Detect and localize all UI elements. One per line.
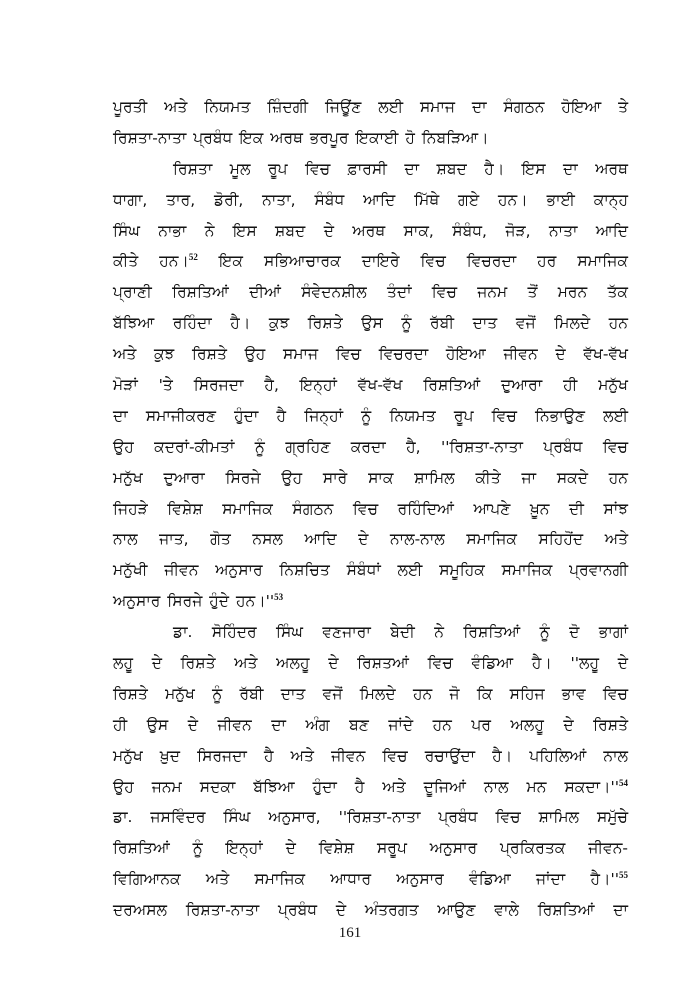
text-line [113, 246, 628, 277]
line-text: ਬੱਝਿਆ ਰਹਿੰਦਾ ਹੈ। ਕੁਝ ਰਿਸ਼ਤੇ ਉਸ ਨੂੰ ਰੱਬੀ ਦਾਤ ਵਜੋਂ ਮਿਲਦੇ ਹਨ [113, 314, 628, 333]
line-text: ਹੀ ਉਸ ਦੇ ਜੀਵਨ ਦਾ ਅੰਗ ਬਣ ਜਾਂਦੇ ਹਨ ਪਰ ਅਲਹੂ ਦੇ ਰਿਸ਼ਤੇ [113, 715, 628, 734]
footnote-reference: 53 [274, 592, 284, 603]
line-text: ਮਨੁੱਖ ਦੁਆਰਾ ਸਿਰਜੇ ਉਹ ਸਾਰੇ ਸਾਕ ਸ਼ਾਮਿਲ ਕੀਤੇ ਜਾ ਸਕਦੇ ਹਨ [113, 468, 628, 487]
text-line [113, 524, 628, 555]
text-line [113, 339, 628, 370]
footnote-reference: 55 [619, 870, 628, 881]
text-line [113, 741, 628, 772]
text-line [113, 833, 628, 864]
line-text: ਮੋੜਾਂ 'ਤੇ ਸਿਰਜਦਾ ਹੈ, ਇਨ੍ਹਾਂ ਵੱਖ-ਵੱਖ ਰਿਸ਼ਤਿਆਂ ਦੁਆਰਾ ਹੀ ਮਨੁੱਖ [113, 376, 628, 395]
text-line [113, 154, 628, 185]
text-line [113, 617, 628, 648]
line-text: ਡਾ. ਸੋਹਿੰਦਰ ਸਿੰਘ ਵਣਜਾਰਾ ਬੇਦੀ ਨੇ ਰਿਸ਼ਤਿਆਂ ਨੂੰ ਦੋ ਭਾਗਾਂ [173, 623, 628, 642]
text-line [113, 185, 628, 216]
footnote-reference: 52 [188, 252, 198, 263]
line-text: ਰਿਸ਼ਤਾ-ਨਾਤਾ ਪ੍ਰਬੰਧ ਇਕ ਅਰਥ ਭਰਪੂਰ ਇਕਾਈ ਹੋ ਨਿਬੜਿਆ। [113, 128, 489, 147]
text-line [113, 772, 628, 803]
text-line [113, 802, 628, 833]
line-text: ਡਾ. ਜਸਵਿੰਦਰ ਸਿੰਘ ਅਨੁਸਾਰ, ''ਰਿਸ਼ਤਾ-ਨਾਤਾ ਪ੍ਰਬੰਧ ਵਿਚ ਸ਼ਾਮਿਲ ਸਮੁੱਚੇ [113, 808, 628, 827]
text-line [113, 370, 628, 401]
text-line [113, 216, 628, 247]
text-line [113, 401, 628, 432]
body-text [113, 92, 628, 926]
line-text: ਉਹ ਜਨਮ ਸਦਕਾ ਬੱਝਿਆ ਹੁੰਦਾ ਹੈ ਅਤੇ ਦੂਜਿਆਂ ਨਾਲ ਮਨ ਸਕਦਾ।'' [113, 777, 619, 796]
page-number: 161 [338, 925, 362, 941]
line-text: ਦਾ ਸਮਾਜੀਕਰਣ ਹੁੰਦਾ ਹੈ ਜਿਨ੍ਹਾਂ ਨੂੰ ਨਿਯਮਤ ਰੂਪ ਵਿਚ ਨਿਭਾਉਣ ਲਈ [113, 406, 628, 425]
text-line [113, 679, 628, 710]
line-text: ਲਹੂ ਦੇ ਰਿਸ਼ਤੇ ਅਤੇ ਅਲਹੂ ਦੇ ਰਿਸ਼ਤਆਂ ਵਿਚ ਵੰਡਿਆ ਹੈ। ''ਲਹੂ ਦੇ [113, 654, 628, 673]
line-text: ਮਨੁੱਖ ਖ਼ੁਦ ਸਿਰਜਦਾ ਹੈ ਅਤੇ ਜੀਵਨ ਵਿਚ ਰਚਾਉਂਦਾ ਹੈ। ਪਹਿਲਿਆਂ ਨਾਲ [113, 746, 628, 765]
line-text: ਉਹ ਕਦਰਾਂ-ਕੀਮਤਾਂ ਨੂੰ ਗ੍ਰਹਿਣ ਕਰਦਾ ਹੈ, ''ਰਿਸ਼ਤਾ-ਨਾਤਾ ਪ੍ਰਬੰਧ ਵਿਚ [113, 437, 628, 456]
line-text: ਜਿਹੜੇ ਵਿਸ਼ੇਸ਼ ਸਮਾਜਿਕ ਸੰਗਠਨ ਵਿਚ ਰਹਿੰਦਿਆਂ ਆਪਣੇ ਖ਼ੂਨ ਦੀ ਸਾਂਝ [113, 499, 628, 518]
line-text: ਅਤੇ ਕੁਝ ਰਿਸ਼ਤੇ ਉਹ ਸਮਾਜ ਵਿਚ ਵਿਚਰਦਾ ਹੋਇਆ ਜੀਵਨ ਦੇ ਵੱਖ-ਵੱਖ [113, 345, 628, 364]
text-line [113, 432, 628, 463]
line-text: ਧਾਗਾ, ਤਾਰ, ਡੋਰੀ, ਨਾਤਾ, ਸੰਬੰਧ ਆਦਿ ਮਿੱਥੇ ਗਏ ਹਨ। ਭਾਈ ਕਾਨ੍ਹ [113, 190, 628, 209]
text-line [113, 586, 628, 617]
text-line [113, 308, 628, 339]
text-line [113, 895, 628, 926]
line-text: ਵਿਗਿਆਨਕ ਅਤੇ ਸਮਾਜਿਕ ਆਧਾਰ ਅਨੁਸਾਰ ਵੰਡਿਆ ਜਾਂਦਾ ਹੈ।'' [113, 870, 619, 889]
text-line [113, 710, 628, 741]
line-text: ਕੀਤੇ ਹਨ। [113, 252, 189, 271]
line-text: ਨਾਲ ਜਾਤ, ਗੋਤ ਨਸਲ ਆਦਿ ਦੇ ਨਾਲ-ਨਾਲ ਸਮਾਜਿਕ ਸਹਿਹੋਂਦ ਅਤੇ [113, 530, 628, 549]
line-text-continued: ਇਕ ਸਭਿਆਚਾਰਕ ਦਾਇਰੇ ਵਿਚ ਵਿਚਰਦਾ ਹਰ ਸਮਾਜਿਕ [197, 252, 628, 271]
text-line [113, 92, 628, 123]
text-line [113, 494, 628, 525]
line-text: ਪੂਰਤੀ ਅਤੇ ਨਿਯਮਤ ਜ਼ਿੰਦਗੀ ਜਿਊਂਣ ਲਈ ਸਮਾਜ ਦਾ ਸੰਗਠਨ ਹੋਇਆ ਤੇ [113, 98, 628, 116]
text-line [113, 555, 628, 586]
line-text: ਰਿਸ਼ਤੇ ਮਨੁੱਖ ਨੂੰ ਰੱਬੀ ਦਾਤ ਵਜੋਂ ਮਿਲਦੇ ਹਨ ਜੋ ਕਿ ਸਹਿਜ ਭਾਵ ਵਿਚ [113, 684, 628, 703]
text-line [113, 463, 628, 494]
line-text: ਰਿਸ਼ਤਿਆਂ ਨੂੰ ਇਨ੍ਹਾਂ ਦੇ ਵਿਸ਼ੇਸ਼ ਸਰੂਪ ਅਨੁਸਾਰ ਪ੍ਰਕਿਰਤਕ ਜੀਵਨ- [113, 839, 628, 858]
line-text: ਦਰਅਸਲ ਰਿਸ਼ਤਾ-ਨਾਤਾ ਪ੍ਰਬੰਧ ਦੇ ਅੰਤਰਗਤ ਆਉਣ ਵਾਲੇ ਰਿਸ਼ਤਿਆਂ ਦਾ [113, 901, 628, 920]
footnote-reference: 54 [619, 777, 628, 788]
line-text: ਪ੍ਰਾਣੀ ਰਿਸ਼ਤਿਆਂ ਦੀਆਂ ਸੰਵੇਦਨਸ਼ੀਲ ਤੰਦਾਂ ਵਿਚ ਜਨਮ ਤੋਂ ਮਰਨ ਤੱਕ [113, 283, 628, 302]
line-text: ਰਿਸ਼ਤਾ ਮੂਲ ਰੂਪ ਵਿਚ ਫ਼ਾਰਸੀ ਦਾ ਸ਼ਬਦ ਹੈ। ਇਸ ਦਾ ਅਰਥ [173, 159, 628, 178]
line-text: ਮਨੁੱਖੀ ਜੀਵਨ ਅਨੁਸਾਰ ਨਿਸ਼ਚਿਤ ਸੰਬੰਧਾਂ ਲਈ ਸਮੂਹਿਕ ਸਮਾਜਿਕ ਪ੍ਰਵਾਨਗੀ [113, 561, 628, 580]
text-line [113, 123, 628, 154]
line-text: ਸਿੰਘ ਨਾਭਾ ਨੇ ਇਸ ਸ਼ਬਦ ਦੇ ਅਰਥ ਸਾਕ, ਸੰਬੰਧ, ਜੋੜ, ਨਾਤਾ ਆਦਿ [113, 221, 628, 240]
text-line [113, 864, 628, 895]
line-text: ਅਨੁਸਾਰ ਸਿਰਜੇ ਹੁੰਦੇ ਹਨ।'' [113, 592, 275, 611]
text-line [113, 648, 628, 679]
text-line [113, 277, 628, 308]
